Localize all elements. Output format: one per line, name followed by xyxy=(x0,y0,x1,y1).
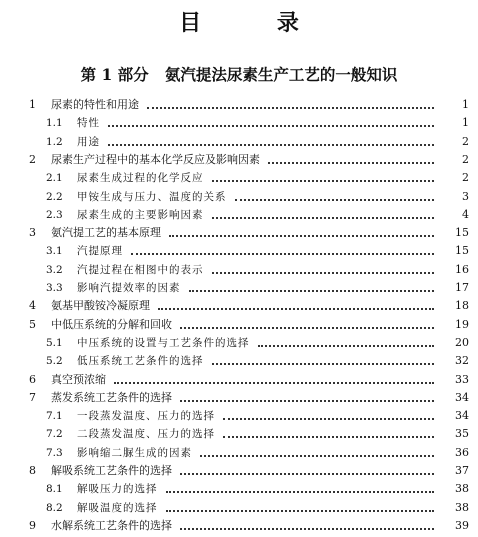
toc-entry-page: 39 xyxy=(455,518,469,532)
toc-entry-page: 16 xyxy=(455,262,469,276)
toc-entry-number: 8.1 xyxy=(46,483,63,496)
toc-entry-title: 解吸温度的选择 xyxy=(77,501,158,514)
toc-entry-page: 33 xyxy=(455,372,469,386)
toc-entry-title: 汽提原理 xyxy=(77,245,123,258)
toc-entry-title: 影响汽提效率的因素 xyxy=(77,282,181,294)
toc-leader-dots xyxy=(180,400,434,402)
toc-entry-number: 3.3 xyxy=(46,282,63,294)
toc-entry xyxy=(0,151,478,169)
toc-entry xyxy=(0,334,478,352)
toc-entry xyxy=(0,462,478,480)
toc-leader-dots xyxy=(108,144,434,146)
toc-leader-dots xyxy=(212,272,434,274)
toc-entry-page: 1 xyxy=(462,98,469,111)
toc-entry-title: 尿素生成的主要影响因素 xyxy=(77,208,204,221)
toc-entry xyxy=(0,297,478,315)
toc-entry-number: 7.3 xyxy=(46,446,63,459)
toc-entry-number: 1.2 xyxy=(46,135,63,148)
toc-leader-dots xyxy=(166,510,434,512)
toc-entry-title: 蒸发系统工艺条件的选择 xyxy=(51,390,172,404)
toc-entry-title: 尿素的特性和用途 xyxy=(51,98,139,111)
toc-entry xyxy=(0,407,478,425)
toc-entry-number: 2 xyxy=(29,152,36,166)
toc-entry-title: 中压系统的设置与工艺条件的选择 xyxy=(77,336,250,349)
toc-entry-number: 3.1 xyxy=(46,245,63,258)
toc-entry-number: 2.1 xyxy=(46,172,63,185)
toc-entry xyxy=(0,114,478,132)
toc-entry-number: 5 xyxy=(29,317,36,331)
toc-entry-number: 7.2 xyxy=(46,428,63,441)
toc-entry-title: 用途 xyxy=(77,135,100,148)
part-label: 第 1 部分 xyxy=(80,65,149,84)
toc-entry xyxy=(0,261,478,279)
toc-entry-number: 6 xyxy=(29,372,36,386)
toc-leader-dots xyxy=(131,253,434,255)
toc-entry-page: 3 xyxy=(462,189,469,203)
toc-leader-dots xyxy=(180,473,434,475)
toc-leader-dots xyxy=(108,125,434,127)
toc-entry-title: 氨基甲酸铵冷凝原理 xyxy=(51,299,150,313)
toc-entry xyxy=(0,480,478,498)
toc-entry xyxy=(0,224,478,242)
toc-leader-dots xyxy=(147,107,434,109)
toc-entry xyxy=(0,133,478,151)
toc-leader-dots xyxy=(166,491,434,493)
toc-leader-dots xyxy=(235,199,434,201)
toc-entry xyxy=(0,279,478,297)
toc-leader-dots xyxy=(258,345,434,347)
part-title: 氨汽提法尿素生产工艺的一般知识 xyxy=(164,65,398,84)
toc-entry-title: 低压系统工艺条件的选择 xyxy=(77,355,204,368)
toc-entry xyxy=(0,425,478,443)
toc-entry-title: 尿素生产过程中的基本化学反应及影响因素 xyxy=(51,152,260,166)
toc-entry-number: 7.1 xyxy=(46,410,63,423)
toc-entry-title: 水解系统工艺条件的选择 xyxy=(51,518,172,532)
toc-entry-page: 36 xyxy=(455,445,469,459)
toc-entry-page: 1 xyxy=(462,116,469,130)
toc-entry-number: 1 xyxy=(29,98,36,111)
toc-entry-page: 32 xyxy=(455,354,469,368)
toc-entry-title: 真空预浓缩 xyxy=(51,372,106,386)
toc-entry xyxy=(0,389,478,407)
toc-entry xyxy=(0,188,478,206)
toc-entry-title: 中低压系统的分解和回收 xyxy=(51,317,172,331)
toc-entry xyxy=(0,169,478,187)
toc-entry-number: 3.2 xyxy=(46,263,63,276)
toc-entry-title: 尿素生成过程的化学反应 xyxy=(77,172,204,185)
toc-entry-page: 15 xyxy=(455,226,469,240)
toc-entry-title: 一段蒸发温度、压力的选择 xyxy=(77,410,215,423)
toc-entry-page: 19 xyxy=(455,317,469,331)
toc-leader-dots xyxy=(180,528,434,530)
toc-entry xyxy=(0,96,478,114)
toc-entry-page: 38 xyxy=(455,482,469,496)
toc-leader-dots xyxy=(223,418,434,420)
page-title: 目 录 xyxy=(179,10,333,36)
toc-entry-page: 4 xyxy=(462,207,469,221)
toc-entry xyxy=(0,206,478,224)
toc-leader-dots xyxy=(180,327,434,329)
toc-entry-title: 二段蒸发温度、压力的选择 xyxy=(77,428,215,441)
toc-entry xyxy=(0,352,478,370)
toc-leader-dots xyxy=(189,290,434,292)
toc-entry-page: 2 xyxy=(462,134,469,148)
toc-entry-number: 9 xyxy=(29,518,36,532)
toc-entry-page: 38 xyxy=(455,500,469,514)
toc-entry xyxy=(0,444,478,462)
toc-entry-number: 8 xyxy=(29,464,36,477)
toc-leader-dots xyxy=(114,382,434,384)
toc-entry-number: 3 xyxy=(29,226,36,240)
toc-entry xyxy=(0,242,478,260)
toc-leader-dots xyxy=(212,217,434,219)
toc-entry xyxy=(0,316,478,334)
toc-entry-number: 2.3 xyxy=(46,208,63,221)
toc-entry-page: 18 xyxy=(455,299,469,313)
toc-entry-page: 35 xyxy=(455,427,469,441)
toc-entry-number: 5.2 xyxy=(46,355,63,368)
toc-entry-number: 4 xyxy=(29,299,36,313)
toc-entry-number: 7 xyxy=(29,390,36,404)
toc-entry-page: 20 xyxy=(455,335,469,349)
toc-entry-number: 1.1 xyxy=(46,117,63,130)
toc-leader-dots xyxy=(158,308,434,310)
toc-leader-dots xyxy=(169,235,434,237)
toc-entry-page: 2 xyxy=(462,171,469,185)
toc-entry-page: 15 xyxy=(455,244,469,258)
toc-entry xyxy=(0,517,478,535)
toc-entry-title: 特性 xyxy=(77,117,100,130)
toc-entry-title: 汽提过程在相图中的表示 xyxy=(77,263,204,276)
toc-entry-title: 甲铵生成与压力、温度的关系 xyxy=(77,190,227,203)
toc-entry xyxy=(0,371,478,389)
toc-leader-dots xyxy=(223,436,434,438)
toc-entry-number: 8.2 xyxy=(46,501,63,514)
toc-entry-page: 37 xyxy=(455,464,469,477)
toc-entry-title: 影响缩二脲生成的因素 xyxy=(77,446,192,459)
toc-entry-page: 17 xyxy=(455,281,469,294)
toc-leader-dots xyxy=(268,162,434,164)
toc-leader-dots xyxy=(212,363,434,365)
toc-entry-page: 34 xyxy=(455,390,469,404)
toc-entry-title: 解吸系统工艺条件的选择 xyxy=(51,464,172,477)
toc-leader-dots xyxy=(200,455,434,457)
toc-entry-title: 氨汽提工艺的基本原理 xyxy=(51,226,161,240)
toc-entry-number: 2.2 xyxy=(46,190,63,203)
toc-leader-dots xyxy=(212,180,434,182)
toc-entry-page: 2 xyxy=(462,152,469,166)
toc-entry-title: 解吸压力的选择 xyxy=(77,483,158,496)
toc-entry xyxy=(0,499,478,517)
part-heading xyxy=(0,63,478,85)
toc-entry-number: 5.1 xyxy=(46,336,63,349)
toc-entry-page: 34 xyxy=(455,409,469,423)
